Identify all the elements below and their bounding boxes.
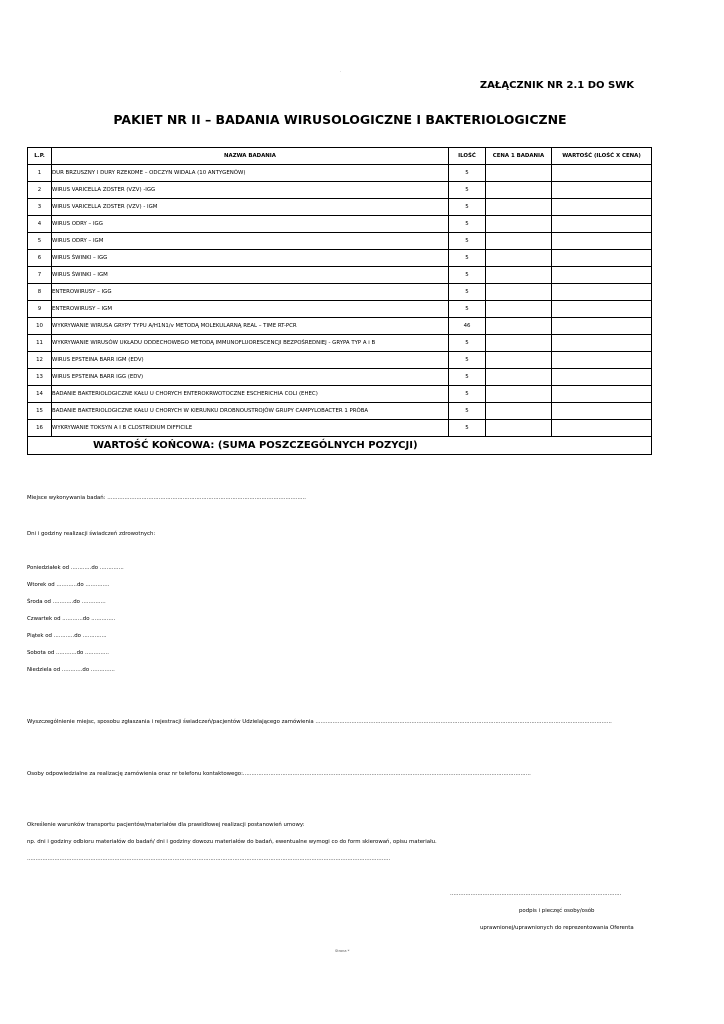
row-lp: 13	[28, 369, 52, 386]
day-tuesday: Wtorek od ............do ..............	[27, 582, 110, 588]
transport-example: np. dni i godziny odbioru materiałów do badań/ dni i godziny dowozu materiałów do badań, ewentualne wymogi co do form skierowań, opisu materiału.	[27, 839, 437, 845]
document-title: PAKIET NR II – BADANIA WIRUSOLOGICZNE I BAKTERIOLOGICZNE	[113, 112, 567, 127]
row-value-cell	[552, 352, 652, 369]
row-price-cell	[486, 301, 552, 318]
row-value-cell	[552, 250, 652, 267]
row-lp: 11	[28, 335, 52, 352]
registration-field: Wyszczególnienie miejsc, sposobu zgłaszania i rejestracji świadczeń/pacjentów Udzielającego zamówienia .............................................................................................................................................................................	[27, 719, 612, 725]
signature-line: ....................................................................................................	[450, 891, 622, 897]
table-row	[28, 352, 652, 369]
row-name: BADANIE BAKTERIOLOGICZNE KAŁU U CHORYCH ENTEROKRWOTOCZNE ESCHERICHIA COLI (EHEC)	[52, 386, 449, 403]
header-lp: L.P.	[28, 148, 52, 165]
header-price: CENA 1 BADANIA	[486, 148, 552, 165]
day-friday: Piątek od ............do ..............	[27, 633, 107, 639]
row-qty: 5	[449, 301, 486, 318]
signature-label: podpis i pieczęć osoby/osób	[519, 908, 595, 914]
row-value-cell	[552, 182, 652, 199]
transport-dots: ....................................................................................................................................................................................................................	[27, 856, 391, 862]
table-header-row	[28, 148, 652, 165]
table-row	[28, 369, 652, 386]
row-value-cell	[552, 216, 652, 233]
row-value-cell	[552, 284, 652, 301]
row-price-cell	[486, 284, 552, 301]
row-value-cell	[552, 233, 652, 250]
row-qty: 5	[449, 352, 486, 369]
row-lp: 1	[28, 165, 52, 182]
row-value-cell	[552, 335, 652, 352]
table-row	[28, 267, 652, 284]
day-sunday: Niedziela od ............do ..............	[27, 667, 115, 673]
row-name: WIRUS ŚWINKI – IGM	[52, 267, 449, 284]
row-name: ENTEROWIRUSY – IGG	[52, 284, 449, 301]
row-qty: 5	[449, 284, 486, 301]
table-row	[28, 165, 652, 182]
row-qty: 5	[449, 335, 486, 352]
row-name: WIRUS VARICELLA ZOSTER (VZV) -IGG	[52, 182, 449, 199]
row-name: WIRUS EPSTEINA BARR IGG (EDV)	[52, 369, 449, 386]
row-price-cell	[486, 403, 552, 420]
table-row	[28, 284, 652, 301]
row-name: WIRUS ODRY – IGG	[52, 216, 449, 233]
row-lp: 6	[28, 250, 52, 267]
place-field: Miejsce wykonywania badań: ....................................................................................................................	[27, 495, 307, 501]
table-row	[28, 301, 652, 318]
row-lp: 5	[28, 233, 52, 250]
table-row	[28, 182, 652, 199]
row-qty: 5	[449, 216, 486, 233]
row-name: WYKRYWANIE WIRUSÓW UKŁADU ODDECHOWEGO METODĄ IMMUNOFLUORESCENCJI BEZPOŚREDNIEJ - GRYPA TYP A i B	[52, 335, 449, 352]
row-value-cell	[552, 318, 652, 335]
row-qty: 5	[449, 420, 486, 437]
row-price-cell	[486, 369, 552, 386]
row-name: WIRUS VARICELLA ZOSTER (VZV) - IGM	[52, 199, 449, 216]
header-qty: ILOŚĆ	[449, 148, 486, 165]
row-lp: 15	[28, 403, 52, 420]
row-price-cell	[486, 318, 552, 335]
row-qty: 5	[449, 369, 486, 386]
row-name: WYKRYWANIE TOKSYN A I B CLOSTRIDIUM DIFFICILE	[52, 420, 449, 437]
row-value-cell	[552, 386, 652, 403]
row-lp: 12	[28, 352, 52, 369]
table-row	[28, 386, 652, 403]
row-price-cell	[486, 199, 552, 216]
header-name: NAZWA BADANIA	[52, 148, 449, 165]
row-name: ENTEROWIRUSY – IGM	[52, 301, 449, 318]
row-qty: 5	[449, 250, 486, 267]
row-value-cell	[552, 369, 652, 386]
top-mark: .	[340, 68, 342, 73]
row-price-cell	[486, 216, 552, 233]
table-row	[28, 216, 652, 233]
header-value: WARTOŚĆ (ILOŚĆ X CENA)	[552, 148, 652, 165]
row-lp: 4	[28, 216, 52, 233]
row-value-cell	[552, 301, 652, 318]
row-name: BADANIE BAKTERIOLOGICZNE KAŁU U CHORYCH W KIERUNKU DROBNOUSTROJÓW GRUPY CAMPYLOBACTER 1 PRÓBA	[52, 403, 449, 420]
contact-field: Osoby odpowiedzialne za realizację zamówienia oraz nr telefonu kontaktowego:........................................................................................................................................................................	[27, 771, 531, 777]
row-price-cell	[486, 165, 552, 182]
row-price-cell	[486, 352, 552, 369]
day-wednesday: Środa od ............do ..............	[27, 599, 106, 605]
table-row	[28, 250, 652, 267]
row-name: WIRUS ŚWINKI – IGG	[52, 250, 449, 267]
row-value-cell	[552, 403, 652, 420]
table-row	[28, 420, 652, 437]
table-row	[28, 199, 652, 216]
row-price-cell	[486, 182, 552, 199]
row-qty: 5	[449, 386, 486, 403]
table-row	[28, 403, 652, 420]
row-price-cell	[486, 386, 552, 403]
row-qty: 5	[449, 233, 486, 250]
row-lp: 7	[28, 267, 52, 284]
row-price-cell	[486, 420, 552, 437]
row-qty: 5	[449, 403, 486, 420]
row-value-cell	[552, 165, 652, 182]
row-lp: 3	[28, 199, 52, 216]
row-lp: 2	[28, 182, 52, 199]
row-qty: 5	[449, 182, 486, 199]
row-name: DUR BRZUSZNY I DURY RZEKOME – ODCZYN WIDALA (10 ANTYGENÓW)	[52, 165, 449, 182]
table-row	[28, 233, 652, 250]
row-price-cell	[486, 335, 552, 352]
pricing-table	[27, 147, 652, 455]
row-value-cell	[552, 199, 652, 216]
row-name: WIRUS ODRY – IGM	[52, 233, 449, 250]
row-name: WIRUS EPSTEINA BARR IGM (EDV)	[52, 352, 449, 369]
row-lp: 16	[28, 420, 52, 437]
day-saturday: Sobota od ............do ..............	[27, 650, 109, 656]
row-qty: 5	[449, 267, 486, 284]
day-thursday: Czwartek od ............do ..............	[27, 616, 116, 622]
row-price-cell	[486, 267, 552, 284]
row-qty: 46	[449, 318, 486, 335]
days-intro: Dni i godziny realizacji świadczeń zdrowotnych:	[27, 531, 156, 537]
transport-label: Określenie warunków transportu pacjentów/materiałów dla prawidłowej realizacji postanowień umowy:	[27, 822, 305, 828]
row-lp: 9	[28, 301, 52, 318]
day-monday: Poniedziałek od ............do ..............	[27, 565, 124, 571]
table-row	[28, 318, 652, 335]
annex-label: ZAŁĄCZNIK NR 2.1 DO SWK	[479, 80, 634, 91]
row-value-cell	[552, 420, 652, 437]
row-lp: 10	[28, 318, 52, 335]
row-qty: 5	[449, 199, 486, 216]
total-row	[28, 437, 652, 455]
row-price-cell	[486, 250, 552, 267]
row-lp: 8	[28, 284, 52, 301]
total-label: WARTOŚĆ KOŃCOWA: (SUMA POSZCZEGÓLNYCH POZYCJI)	[28, 437, 652, 455]
signature-authority: uprawnionej/uprawnionych do reprezentowania Oferenta	[480, 925, 634, 931]
table-row	[28, 335, 652, 352]
page-number: Strona *	[335, 949, 350, 953]
row-lp: 14	[28, 386, 52, 403]
row-price-cell	[486, 233, 552, 250]
row-name: WYKRYWANIE WIRUSA GRYPY TYPU A/H1N1/v METODĄ MOLEKULARNĄ REAL – TIME RT-PCR	[52, 318, 449, 335]
row-value-cell	[552, 267, 652, 284]
row-qty: 5	[449, 165, 486, 182]
